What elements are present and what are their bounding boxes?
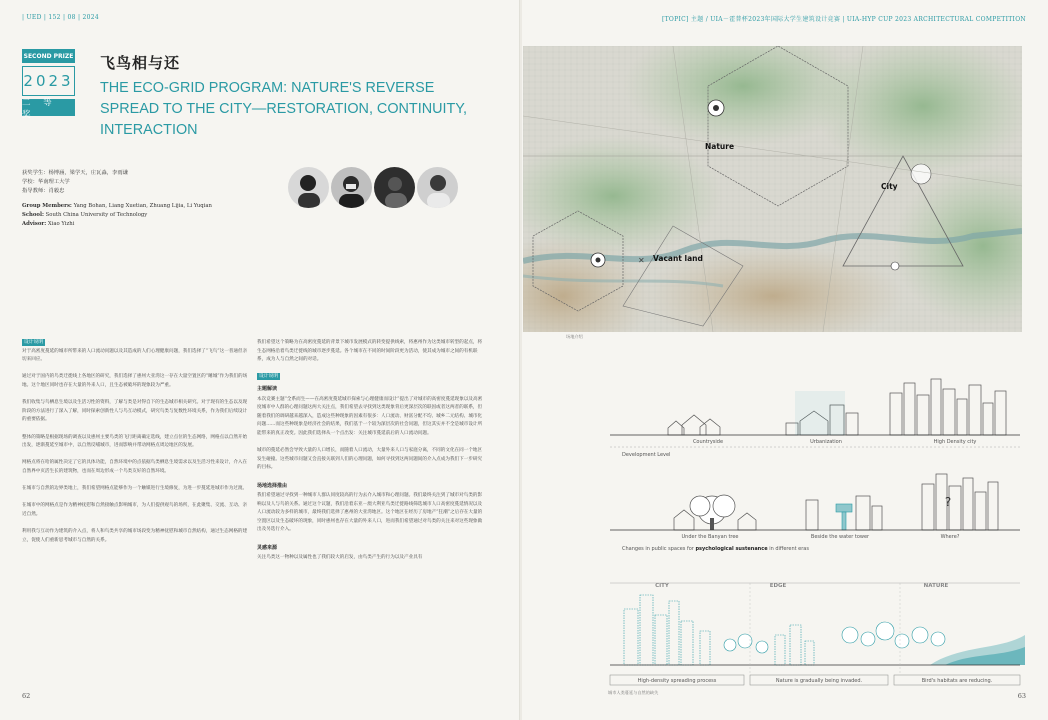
badge-year: 2023 bbox=[22, 66, 75, 96]
prize-badge bbox=[22, 49, 75, 135]
city-nature-diagram bbox=[600, 575, 1025, 695]
process-label: High-density spreading process bbox=[637, 678, 717, 684]
left-page bbox=[0, 0, 520, 720]
map-caption: 场地介绍 bbox=[566, 334, 583, 339]
advisor-label: Advisor: bbox=[22, 221, 47, 227]
advisor-name: Xiao Yizhi bbox=[46, 221, 75, 227]
stage-label: High Density city bbox=[933, 439, 977, 445]
water-tower-icon bbox=[836, 504, 852, 530]
site-map bbox=[523, 46, 1022, 332]
tag-design-notes: 设计说明 bbox=[24, 340, 44, 345]
members-en-school bbox=[22, 212, 147, 218]
title-english-line: SPREAD TO THE CITY—RESTORATION, CONTINUITY, bbox=[100, 101, 468, 117]
avatar bbox=[374, 167, 415, 208]
avatar bbox=[331, 167, 372, 208]
section-tag bbox=[22, 339, 248, 348]
paragraph: 整体的策略是根据现场的调查以及惠州主要鸟类的飞行距离确定选线，建立点位的生态网络，网格点以自然开始出发，逐渐蔓延至城市中，以自然反哺城市，进而影响并带动网格点周边地区的发展。 bbox=[22, 434, 248, 449]
avatar bbox=[288, 167, 329, 208]
badge-second-prize: SECOND PRIZE bbox=[22, 49, 75, 63]
group-names: Yang Bohan, Liang Xuetian, Zhuang Lijia, Li Yuqian bbox=[71, 203, 212, 209]
paragraph: 城市的蔓延必然会导致大量的人口增长，而随着人口流动，大量外来人口与家庭分离，不同的文化在同一个地区发生碰撞。这些城市问题又会直接关联到人们的心理问题，如何寻找到这两问题间的介入点成为我们下一步研究的目标。 bbox=[257, 448, 483, 471]
caption-prefix: Changes in public spaces for bbox=[622, 546, 696, 552]
banyan-tree-icon bbox=[690, 495, 735, 530]
space-label: Under the Banyan tree bbox=[681, 534, 739, 540]
paragraph: 我们收集与鸟栖息生境以及生活习性的资料，了解与类是对得自下的生态城市相关研究。对于现有的生态以及现阶段的方法进行了深入了解，同时探索创新性人与鸟互动模式，研究鸟类与复数性环境关系，作为我们后续设计的重要依据。 bbox=[22, 400, 248, 423]
process-label: Nature is gradually being invaded. bbox=[775, 678, 863, 684]
text-column-1 bbox=[22, 339, 248, 554]
running-header-right: [TOPIC] 主题 / UIA－霍普杯2023年国际大学生建筑设计竞赛 | UIA-HYP CUP 2023 ARCHITECTURAL COMPETITION bbox=[661, 16, 1026, 23]
subheading: 主题解读 bbox=[257, 385, 278, 392]
paragraph: 网格点将在哈的属性决定了它的具体功能，自然环境中的点依据鸟类栖息生境需求以及生活习性来设计，介入在自然界中页活生长的建筑物，也而在周边形成一个鸟类友好的自然环境。 bbox=[22, 460, 248, 474]
members-cn-advisor: 指导教师：肖毅忠 bbox=[22, 188, 65, 194]
tag-design-notes: 设计说明 bbox=[259, 374, 279, 380]
text-column-2 bbox=[257, 339, 483, 571]
group-label: Group Members: bbox=[22, 203, 72, 209]
map-label-city: City bbox=[881, 182, 898, 191]
title-chinese: 飞鸟相与还 bbox=[100, 54, 181, 72]
paragraph: 在城市中的网格点是作为精神抚慰和自然接触点影响城市，为人们提供观鸟的场所，在此聚集、交流、互动、亲近自然。 bbox=[22, 503, 248, 517]
paragraph: 对于高密度蔓延的城市所带来的人口流动问题以及其造成的人们心理健康问题，我们选择了“飞鸟”这一普通但亲切来回应。 bbox=[22, 348, 248, 363]
process-label: Bird's habitats are reducing. bbox=[921, 678, 993, 684]
school-name: South China University of Technology bbox=[43, 212, 148, 218]
badge-cn: 二 等 奖 bbox=[22, 99, 75, 116]
zone-label: NATURE bbox=[923, 583, 949, 589]
public-spaces-diagram bbox=[600, 470, 1025, 555]
paragraph: 通过对于国内的鸟类迁徙线上各地区的研究，我们选择了惠州大亚湾这一存在大量空置区的“睡城”作为我们的场地。这个地区同时也存在大量的外来人口，且生态被破坏的现象较为严重。 bbox=[22, 374, 248, 388]
space-label: Where? bbox=[940, 534, 960, 540]
caption-bold: psychological sustenance bbox=[695, 546, 768, 552]
title-english-line: THE ECO-GRID PROGRAM: NATURE'S REVERSE bbox=[100, 80, 435, 96]
site-map-graphic bbox=[523, 46, 1022, 332]
members-en-advisor bbox=[22, 221, 74, 227]
paragraph: 在城市与自然的边界类地上，我们希望网格点能够作为一个触媒进行生境修复，为进一步蔓延进城市作为过渡。 bbox=[22, 486, 248, 492]
title-english-line: INTERACTION bbox=[100, 122, 198, 138]
space-label: Beside the water tower bbox=[810, 534, 870, 540]
map-label-vacant-land: Vacant land bbox=[653, 254, 703, 263]
members-cn-school: 学校：华南理工大学 bbox=[22, 179, 70, 185]
paragraph: 我们希望这个策略为在高密度蔓延的背景下城市发展模式的转变提供线索，将惠州作为这类城市转型的起点，将生态网格沿着鸟类迁徙线的城市逐步蔓延。各个城市在不同的时间阶段更为活动，使其成为城市之间的有机联系，成为人与自然之间的对话。 bbox=[257, 340, 483, 363]
zone-label: CITY bbox=[655, 583, 669, 589]
caption-suffix: in different eras bbox=[767, 546, 809, 552]
map-label-nature: Nature bbox=[705, 142, 735, 151]
diagram3-caption: 城市人类蔓延与自然的缺失 bbox=[608, 690, 659, 695]
cross-marker-icon: ✕ bbox=[638, 256, 645, 265]
members-cn-students: 获奖学生：杨博涵，梁学天，庄瓦淼，李雨谦 bbox=[22, 170, 128, 176]
diagram2-caption bbox=[622, 546, 809, 552]
zone-label: EDGE bbox=[769, 583, 787, 589]
paragraph: 利用我与互动作为建筑的介入点，将人和鸟类共享的城市场段变为精神抚慰和城市自然结构，通过生态网格的建立，促使人们重新思考城市与自然的关系。 bbox=[22, 529, 248, 543]
stage-label: Urbanization bbox=[810, 439, 842, 445]
paragraph: 本次竞赛主题“全系而生——在高密度蔓延城市探索与心理健康而设计”提出了对城市的高密度蔓延现象以及高密度城市中人群的心理问题这两大关注点，我们希望去寻找到这类现象背后更深层次的联因或者这两者的联系，但随着我们的调研越来越深入，造成这些种现象的因素有很多：人口流动、财富分配不均、城乡二元结构、城市化问题……而这些种现象是经济社会的结果，我们基于一个较为深层次的社会问题，但这其实并不全是城市设计所能带来的真正改变。因此我们选择从一个点出发：关注城市蔓延前后的人口流动问题。 bbox=[257, 396, 483, 436]
section-tag bbox=[257, 373, 483, 382]
title-english bbox=[100, 78, 480, 141]
avatar bbox=[417, 167, 458, 208]
members-en-group bbox=[22, 203, 212, 209]
page-number-right: 63 bbox=[1017, 692, 1026, 700]
page-number-left: 62 bbox=[22, 692, 31, 700]
stage-label: Countryside bbox=[692, 439, 724, 445]
paragraph: 关注鸟类这一物种以及属性也了我们较大的启发，由鸟类产生的行为以及产业具有 bbox=[257, 555, 423, 561]
running-header-left: | UED | 152 | 08 | 2024 bbox=[22, 14, 99, 21]
development-level-diagram bbox=[600, 375, 1025, 460]
axis-label: Development Level bbox=[622, 452, 671, 458]
paragraph: 我们希望通过寻找到一种城市人群认同度较高的行为去介入城市和心理问题。我们最终关注到了城市对鸟类的影响以及人与鸟的关系。通过这个议题，我们沿着东亚－澳大利亚鸟类迁徙路线筛选城市人口高密度蔓延情况以及人口流动较为多样的城市，最终我们选择了惠州的大亚湾地区。这个地区在经历了房地产“狂潮”之后存在大量的空置区以及生态破坏的现象，同时惠州也存在大量的外来人口，进而我们希望通过对鸟类的关注来对这些现象做出及另选行介入。 bbox=[257, 493, 483, 533]
subheading: 场地选择推由 bbox=[257, 482, 288, 489]
subheading: 灵感来源 bbox=[257, 544, 278, 551]
question-mark: ? bbox=[944, 495, 952, 509]
school-label: School: bbox=[22, 212, 44, 218]
